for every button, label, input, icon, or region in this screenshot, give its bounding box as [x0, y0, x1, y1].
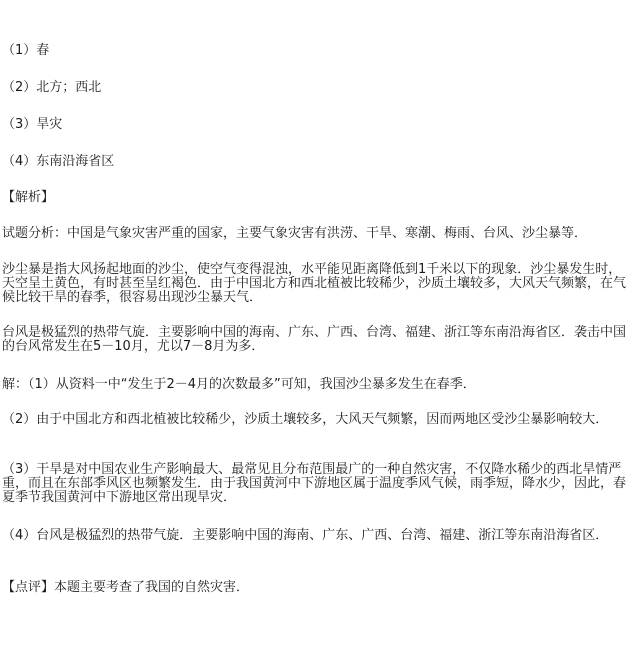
answer-2: （2）北方；西北 — [2, 80, 102, 95]
answer-3: （3）旱灾 — [2, 117, 63, 132]
typhoon-paragraph: 台风是极猛烈的热带气旋．主要影响中国的海南、广东、广西、台湾、福建、浙江等东南沿海省区．袭击中国的台风常发生在5－10月，尤以7－8月为多． — [2, 325, 627, 354]
solution-2: （2）由于中国北方和西北植被比较稀少，沙质土壤较多，大风天气频繁，因而两地区受沙尘暴影响较大． — [2, 412, 609, 427]
solution-1: 解：（1）从资料一中“发生于2－4月的次数最多”可知，我国沙尘暴多发生在春季． — [2, 377, 476, 392]
solution-3: （3）干旱是对中国农业生产影响最大、最常见且分布范围最广的一种自然灾害，不仅降水稀少的西北旱情严重，而且在东部季风区也频繁发生．由于我国黄河中下游地区属于温度季风气候，雨季短，降水少，因此，春夏季节我国黄河中下游地区常出现旱灾． — [2, 462, 627, 505]
answer-1: （1）春 — [2, 43, 50, 58]
comment: 【点评】本题主要考查了我国的自然灾害． — [2, 580, 250, 595]
answer-4: （4）东南沿海省区 — [2, 154, 115, 169]
analysis-heading: 【解析】 — [2, 190, 55, 205]
sandstorm-paragraph: 沙尘暴是指大风扬起地面的沙尘，使空气变得混浊，水平能见距离降低到1千米以下的现象．沙尘暴发生时，天空呈土黄色，有时甚至呈红褐色．由于中国北方和西北植被比较稀少，沙质土壤较多，大风天气频繁，在气候比较干旱的春季，很容易出现沙尘暴天气． — [2, 262, 627, 305]
solution-4: （4）台风是极猛烈的热带气旋．主要影响中国的海南、广东、广西、台湾、福建、浙江等东南沿海省区． — [2, 528, 609, 543]
intro-paragraph: 试题分析：中国是气象灾害严重的国家，主要气象灾害有洪涝、干旱、寒潮、梅雨、台风、沙尘暴等． — [2, 226, 588, 241]
